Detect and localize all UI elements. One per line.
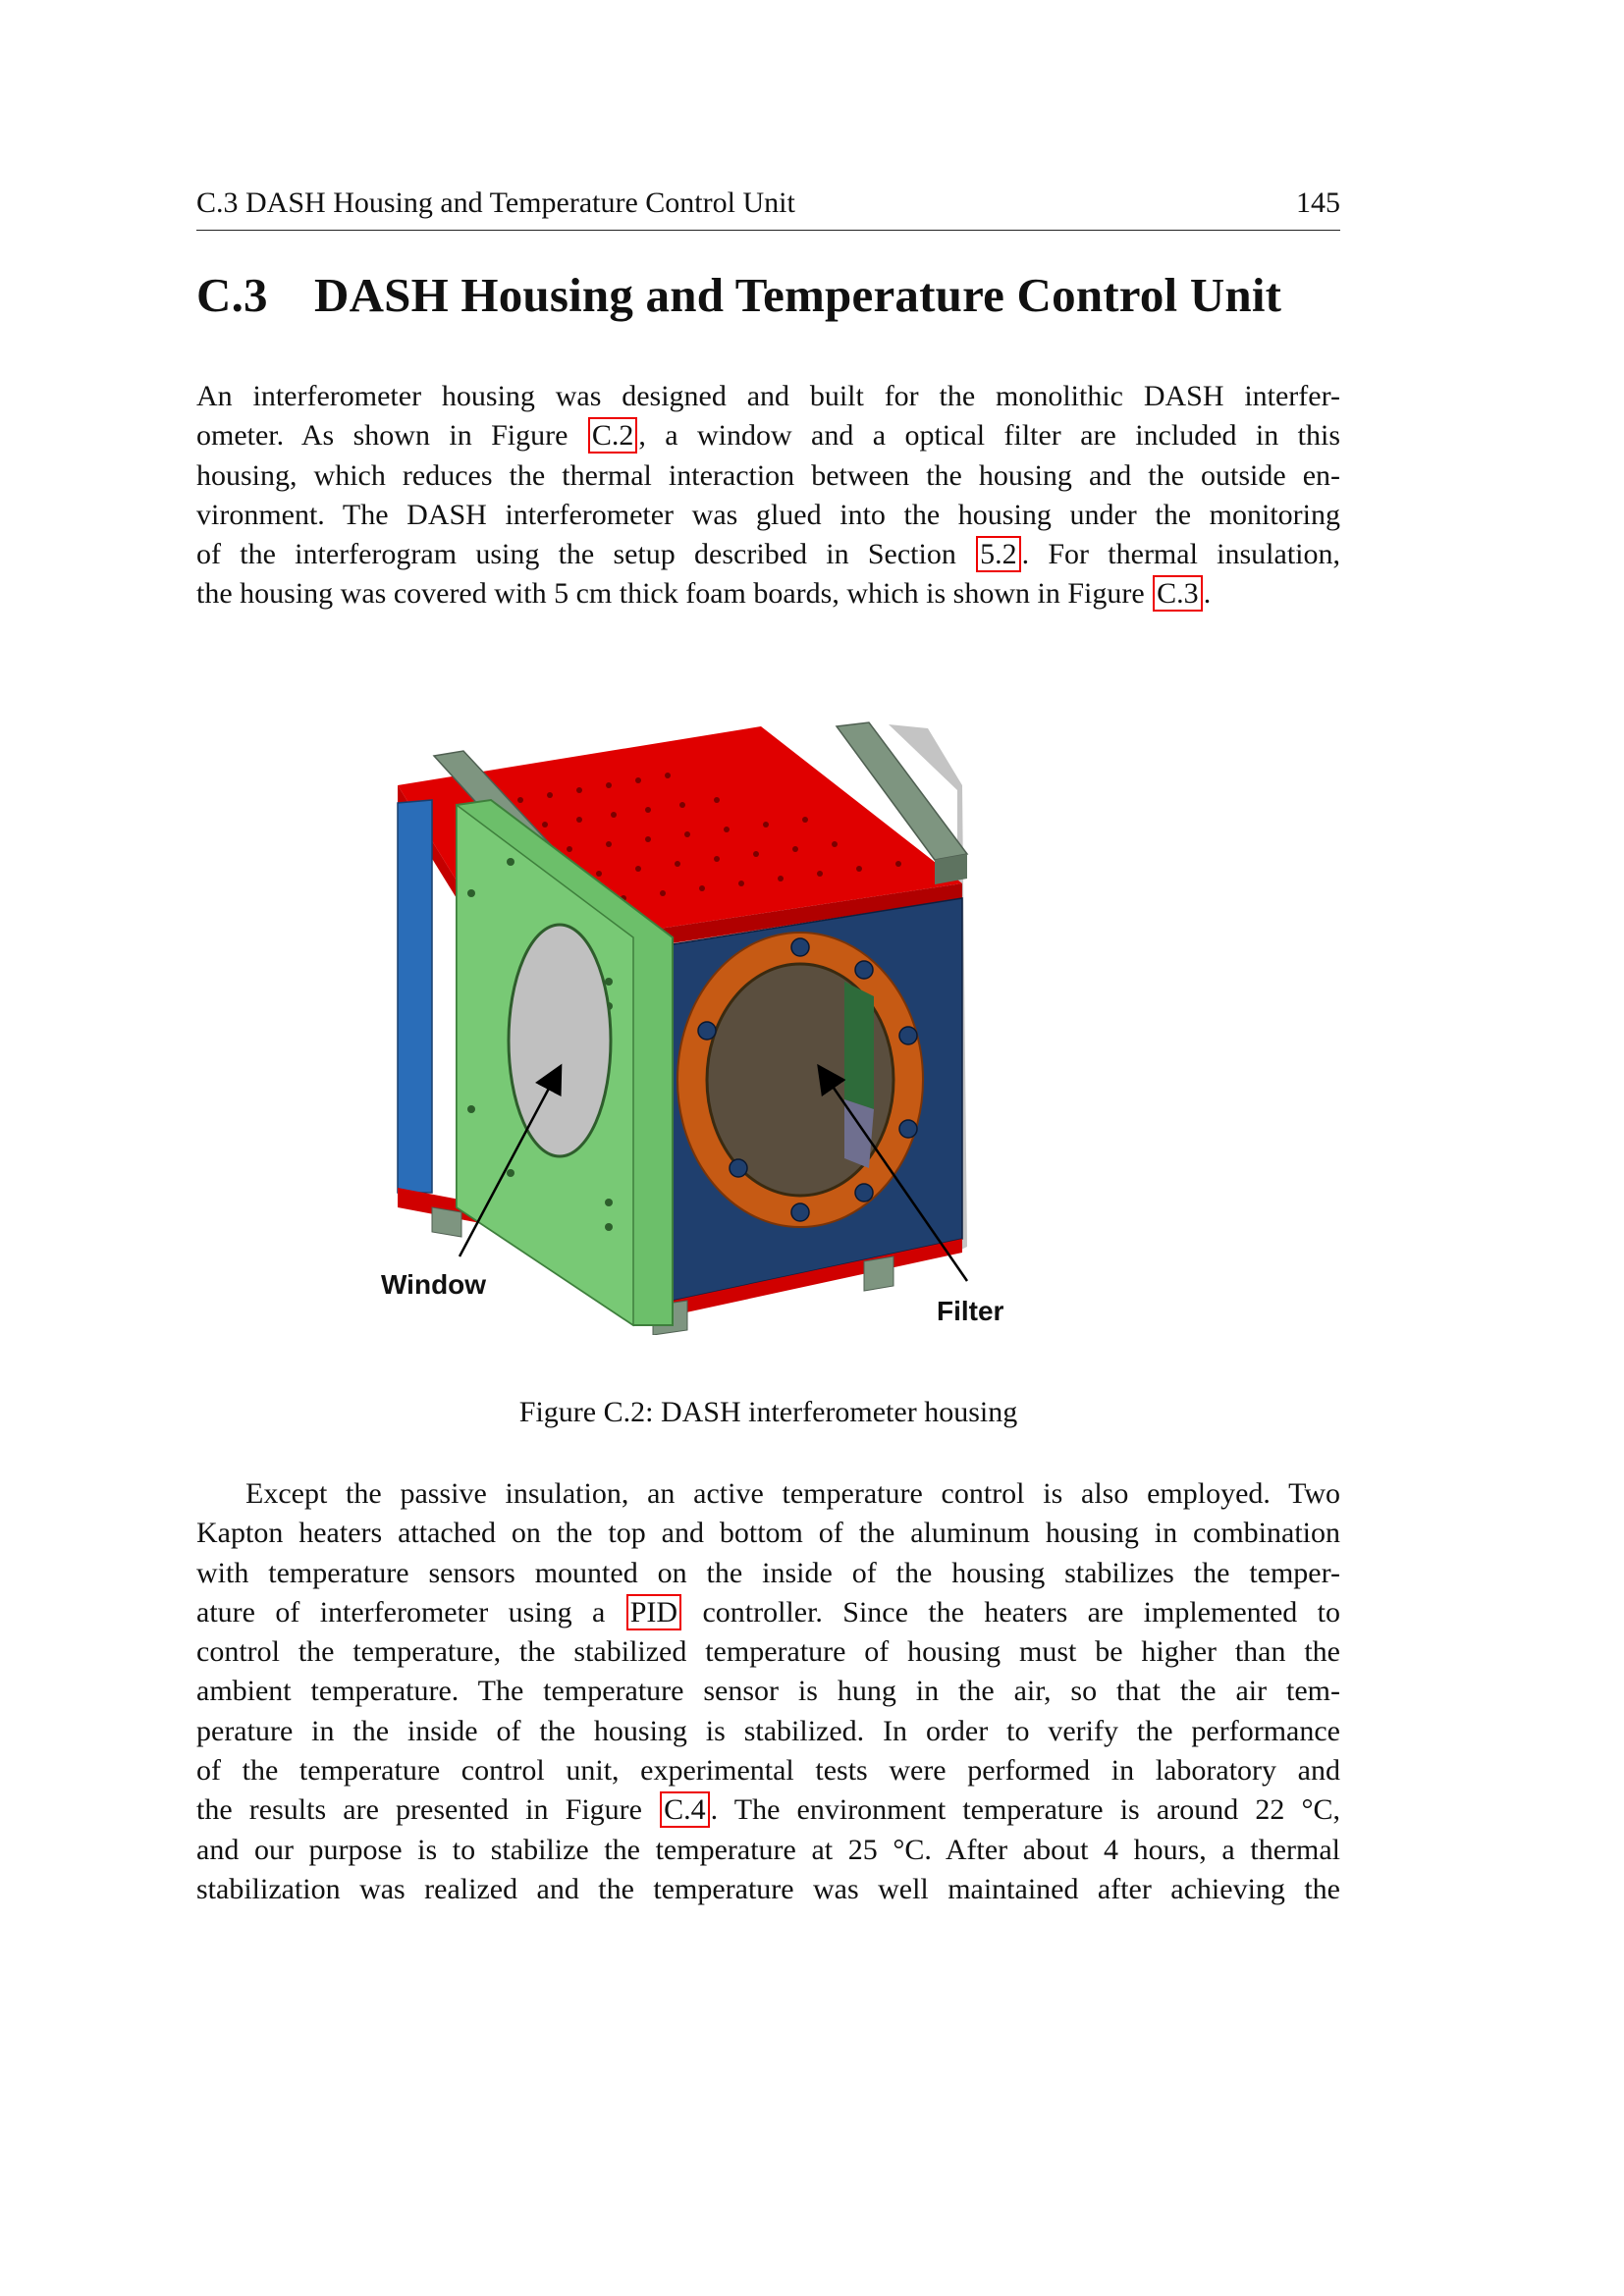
page-number: 145: [1296, 187, 1340, 219]
section-heading: [196, 267, 1281, 323]
acronym-link-pid[interactable]: PID: [626, 1594, 681, 1630]
text-line: [196, 574, 1340, 614]
text-run: ometer. As shown in Figure: [196, 419, 568, 453]
text-run: , a window and a optical filter are included in this: [638, 419, 1340, 453]
text-run: the housing was covered with 5 cm thick foam boards, which is shown in Figure: [196, 577, 1145, 611]
text-line: [196, 535, 1340, 574]
window-glass: [509, 925, 611, 1156]
section-link-5-2[interactable]: 5.2: [976, 536, 1021, 572]
text-line: perature in the inside of the housing is stabilized. In order to verify the performance: [196, 1714, 1340, 1747]
paragraph-temperature-control: [196, 1474, 1340, 1909]
figure-link-c2[interactable]: C.2: [588, 417, 638, 454]
text-run: controller. Since the heaters are implemented to: [682, 1595, 1340, 1629]
section-number: C.3: [196, 268, 268, 322]
figure-link-c3[interactable]: C.3: [1153, 575, 1203, 612]
text-run: . The environment temperature is around 22 °C,: [710, 1793, 1341, 1827]
text-run: ature of interferometer using a: [196, 1595, 606, 1629]
text-line: of the temperature control unit, experimental tests were performed in laboratory and: [196, 1754, 1340, 1788]
section-title: DASH Housing and Temperature Control Unit: [314, 268, 1282, 322]
running-title: C.3 DASH Housing and Temperature Control Unit: [196, 187, 795, 219]
text-line: with temperature sensors mounted on the inside of the housing stabilizes the temper-: [196, 1556, 1340, 1589]
label-filter: Filter: [937, 1296, 1004, 1326]
figure-link-c4[interactable]: C.4: [660, 1791, 710, 1828]
figure-housing: [373, 658, 1198, 1335]
text-line: stabilization was realized and the temperature was well maintained after achieving the: [196, 1872, 1340, 1905]
text-run: .: [1203, 577, 1212, 611]
text-line: housing, which reduces the thermal interaction between the housing and the outside en-: [196, 458, 1340, 492]
text-line: Except the passive insulation, an active temperature control is also employed. Two: [245, 1477, 1340, 1510]
text-line: ambient temperature. The temperature sensor is hung in the air, so that the air tem-: [196, 1675, 1340, 1708]
text-run: the results are presented in Figure: [196, 1793, 642, 1827]
text-run: . For thermal insulation,: [1021, 538, 1341, 571]
foot: [864, 1256, 893, 1291]
left-panel: [398, 800, 432, 1193]
text-line: vironment. The DASH interferometer was glued into the housing under the monitoring: [196, 498, 1340, 531]
housing-illustration: [373, 658, 1198, 1335]
foot: [432, 1207, 461, 1237]
text-line: Kapton heaters attached on the top and bottom of the aluminum housing in combination: [196, 1517, 1340, 1550]
paragraph-intro: [196, 377, 1340, 614]
text-line: An interferometer housing was designed and built for the monolithic DASH interfer-: [196, 380, 1340, 412]
text-line: and our purpose is to stabilize the temperature at 25 °C. After about 4 hours, a thermal: [196, 1833, 1340, 1866]
label-window: Window: [381, 1269, 487, 1300]
running-header: [196, 187, 1340, 231]
text-line: control the temperature, the stabilized temperature of housing must be higher than the: [196, 1635, 1340, 1669]
text-line: [196, 1790, 1340, 1830]
text-line: [196, 416, 1340, 455]
text-run: of the interferogram using the setup described in Section: [196, 538, 956, 571]
figure-caption: Figure C.2: DASH interferometer housing: [518, 1396, 1018, 1428]
text-line: [196, 1593, 1340, 1632]
